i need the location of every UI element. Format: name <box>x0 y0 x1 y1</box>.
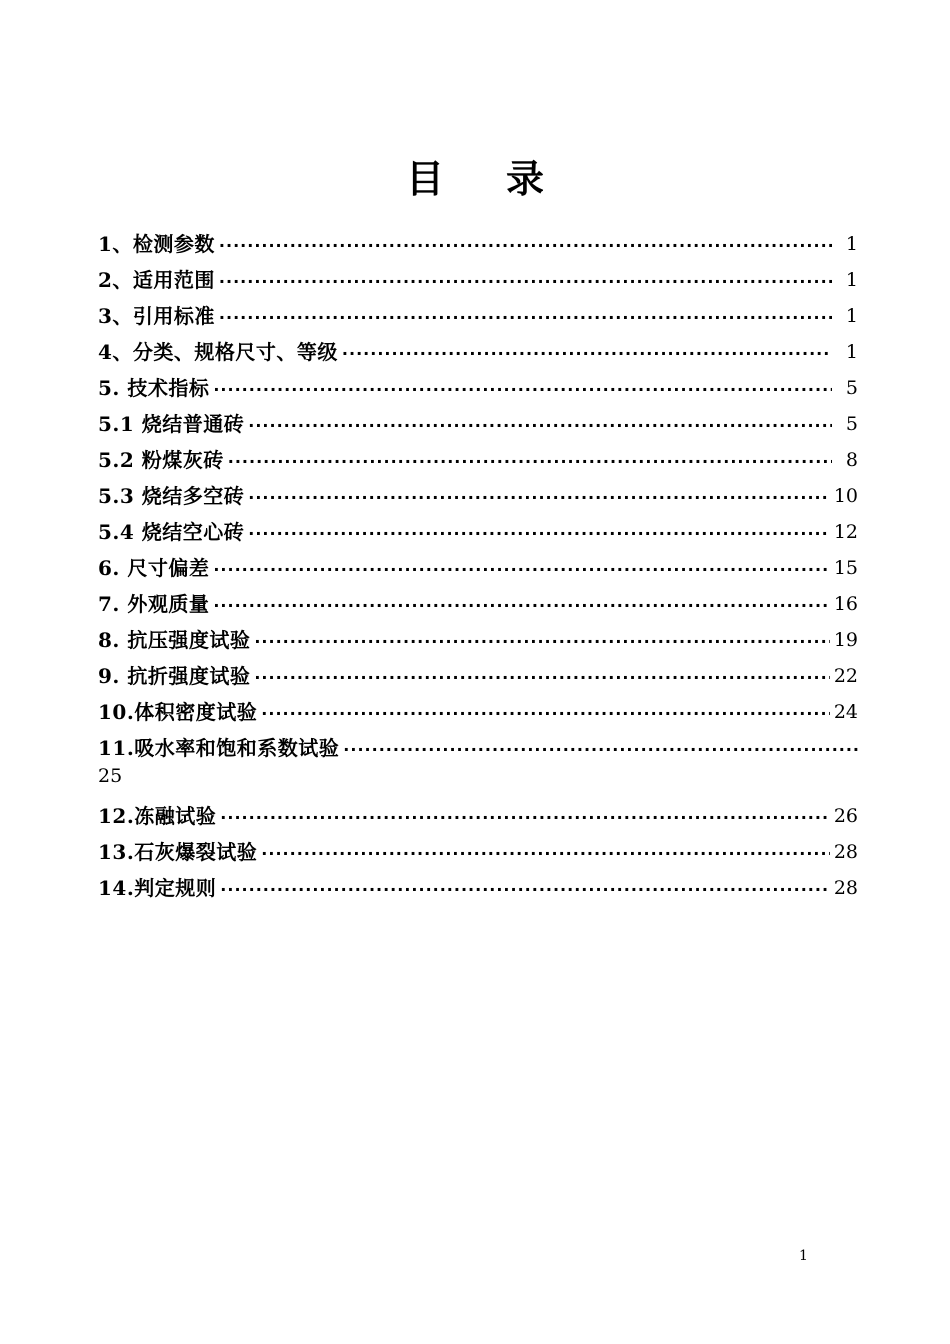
toc-entry[interactable] <box>98 508 858 544</box>
toc-entry-label: 8. 抗压强度试验 <box>98 628 251 652</box>
title-char-2: 录 <box>506 156 545 201</box>
toc-leader-dots <box>342 340 832 364</box>
toc-entry[interactable] <box>98 328 858 364</box>
toc-entry[interactable] <box>98 688 858 724</box>
toc-leader-dots <box>228 448 832 472</box>
toc-leader-dots <box>220 804 830 828</box>
toc-leader-dots <box>219 268 832 292</box>
toc-leader-dots <box>219 304 832 328</box>
toc-leader-dots <box>219 232 832 256</box>
toc-entry-page: 1 <box>845 305 858 327</box>
toc-entry-label: 1、检测参数 <box>98 232 215 256</box>
toc-entry[interactable] <box>98 792 858 828</box>
toc-entry-page: 8 <box>845 449 858 471</box>
toc-entry-label: 5.1 烧结普通砖 <box>98 412 245 436</box>
toc-entry-page: 25 <box>98 765 123 787</box>
toc-entry[interactable] <box>98 724 858 760</box>
toc-leader-dots <box>261 840 830 864</box>
toc-entry-page: 1 <box>845 341 858 363</box>
toc-entry[interactable] <box>98 864 858 900</box>
toc-entry[interactable] <box>98 400 858 436</box>
toc-entry-page: 19 <box>833 629 858 651</box>
toc-entry-label: 5.3 烧结多空砖 <box>98 484 245 508</box>
toc-entry[interactable] <box>98 580 858 616</box>
toc-leader-dots <box>213 592 829 616</box>
toc-entry-page: 1 <box>845 269 858 291</box>
toc-leader-dots <box>261 700 830 724</box>
toc-entry[interactable] <box>98 472 858 508</box>
toc-entry-label: 6. 尺寸偏差 <box>98 556 210 580</box>
toc-entry[interactable] <box>98 436 858 472</box>
toc-leader-dots <box>254 664 829 688</box>
toc-entry[interactable] <box>98 220 858 256</box>
toc-leader-dots <box>213 376 832 400</box>
toc-entry[interactable] <box>98 828 858 864</box>
title-char-1: 目 <box>405 156 444 201</box>
toc-entry-page: 28 <box>833 877 858 899</box>
toc-entry-page: 1 <box>845 233 858 255</box>
toc-entry-label: 7. 外观质量 <box>98 592 210 616</box>
toc-entry-label: 9. 抗折强度试验 <box>98 664 251 688</box>
toc-entry-page: 5 <box>845 413 858 435</box>
toc-entry-page: 24 <box>833 701 858 723</box>
toc-entry-page: 10 <box>833 485 858 507</box>
toc-entry-label: 11.吸水率和饱和系数试验 <box>98 736 340 760</box>
toc-entry-page: 28 <box>833 841 858 863</box>
toc-entry-page: 15 <box>833 557 858 579</box>
toc-entry[interactable] <box>98 616 858 652</box>
toc-leader-dots <box>248 484 830 508</box>
toc-entry-label: 4、分类、规格尺寸、等级 <box>98 340 338 364</box>
toc-entry-page: 5 <box>845 377 858 399</box>
toc-entry[interactable] <box>98 256 858 292</box>
toc-entry-label: 5. 技术指标 <box>98 376 210 400</box>
toc-leader-dots <box>248 412 832 436</box>
toc-entry-page: 26 <box>833 805 858 827</box>
toc-leader-dots <box>343 736 858 760</box>
toc-entry-label: 13.石灰爆裂试验 <box>98 840 258 864</box>
table-of-contents <box>98 220 858 900</box>
toc-entry[interactable] <box>98 364 858 400</box>
toc-entry-label: 14.判定规则 <box>98 876 217 900</box>
toc-entry-label: 5.2 粉煤灰砖 <box>98 448 224 472</box>
toc-entry[interactable] <box>98 652 858 688</box>
toc-leader-dots <box>248 520 830 544</box>
toc-entry[interactable] <box>98 292 858 328</box>
toc-entry-label: 12.冻融试验 <box>98 804 217 828</box>
toc-leader-dots <box>220 876 830 900</box>
toc-entry-page: 16 <box>833 593 858 615</box>
toc-leader-dots <box>254 628 829 652</box>
toc-entry-page: 12 <box>833 521 858 543</box>
footer-page-number: 1 <box>799 1248 808 1264</box>
toc-entry-page: 22 <box>833 665 858 687</box>
page-title <box>0 148 950 203</box>
toc-entry[interactable] <box>98 544 858 580</box>
toc-entry-label: 10.体积密度试验 <box>98 700 258 724</box>
toc-entry-label: 5.4 烧结空心砖 <box>98 520 245 544</box>
toc-entry-label: 3、引用标准 <box>98 304 215 328</box>
toc-entry-label: 2、适用范围 <box>98 268 215 292</box>
toc-leader-dots <box>213 556 829 580</box>
